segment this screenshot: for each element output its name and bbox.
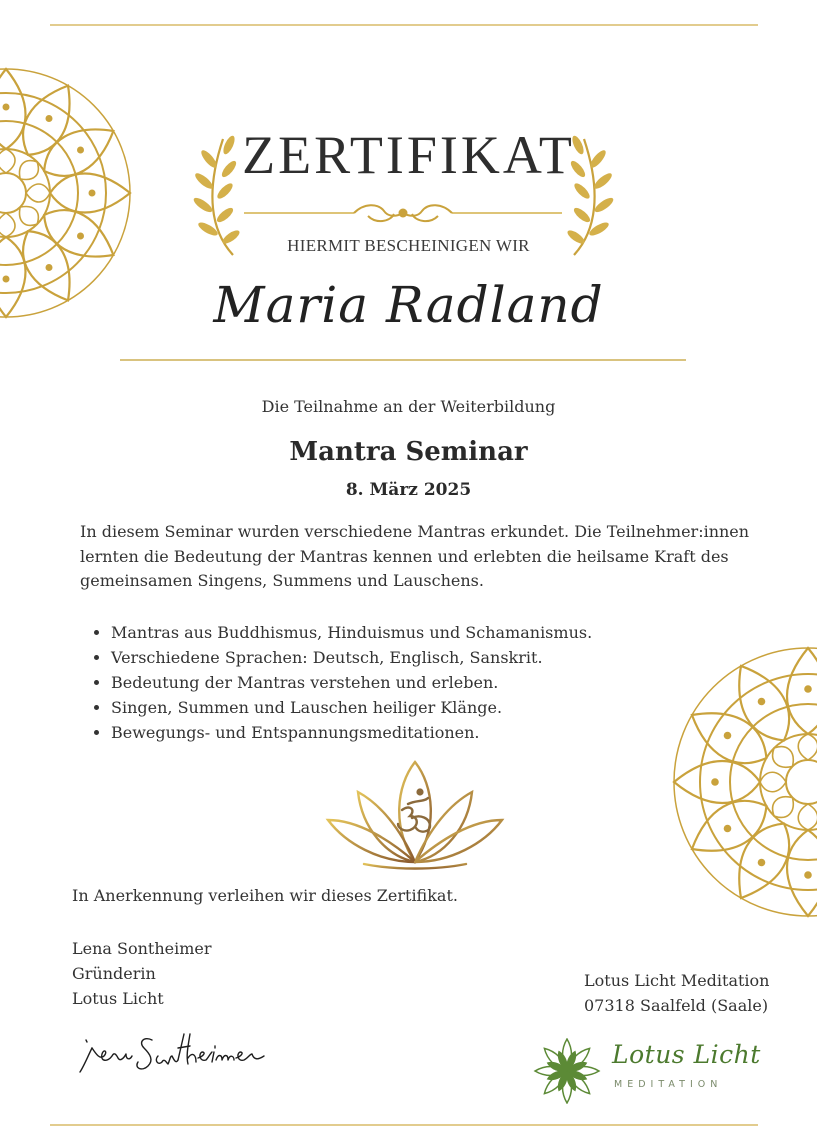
handwritten-signature bbox=[74, 1026, 280, 1082]
description-line: gemeinsamen Singens, Summens und Lauschens. bbox=[80, 571, 484, 590]
lotus-om-icon bbox=[324, 758, 506, 870]
list-item: • Bewegungs- und Entspannungsmeditationen. bbox=[111, 720, 751, 745]
name-underline bbox=[120, 359, 686, 361]
course-description bbox=[80, 520, 760, 594]
course-date: 8. März 2025 bbox=[345, 480, 472, 500]
recognition-text: In Anerkennung verleihen wir dieses Zertifikat. bbox=[72, 886, 458, 905]
bottom-border-line bbox=[50, 1124, 758, 1126]
certificate-title: ZERTIFIKAT bbox=[242, 125, 575, 185]
description-line: In diesem Seminar wurden verschiedene Mantras erkundet. Die Teilnehmer:innen bbox=[80, 522, 750, 541]
signer-role: Gründerin bbox=[72, 964, 156, 983]
participation-text: Die Teilnahme an der Weiterbildung bbox=[261, 397, 556, 416]
flourish-divider-icon bbox=[244, 200, 562, 226]
address-line: Lotus Licht Meditation bbox=[584, 971, 770, 990]
signer-block bbox=[72, 936, 212, 1011]
course-title: Mantra Seminar bbox=[289, 437, 528, 467]
topics-list bbox=[80, 620, 751, 745]
signer-name: Lena Sontheimer bbox=[72, 939, 212, 958]
brand-tagline: MEDITATION bbox=[614, 1079, 723, 1090]
top-border-line bbox=[50, 24, 758, 26]
signer-organization: Lotus Licht bbox=[72, 989, 164, 1008]
list-item: • Verschiedene Sprachen: Deutsch, Englisch, Sanskrit. bbox=[111, 645, 751, 670]
brand-name: Lotus Licht bbox=[612, 1040, 761, 1069]
list-item: • Bedeutung der Mantras verstehen und erleben. bbox=[111, 670, 751, 695]
address-line: 07318 Saalfeld (Saale) bbox=[584, 996, 769, 1015]
recipient-name: Maria Radland bbox=[213, 276, 604, 334]
lotus-flower-logo-icon bbox=[530, 1038, 604, 1104]
list-item: • Mantras aus Buddhismus, Hinduismus und Schamanismus. bbox=[111, 620, 751, 645]
address-block bbox=[584, 968, 769, 1018]
list-item: • Singen, Summen und Lauschen heiliger Klänge. bbox=[111, 695, 751, 720]
certificate-subtitle: HIERMIT BESCHEINIGEN WIR bbox=[287, 236, 530, 255]
description-line: lernten die Bedeutung der Mantras kennen und erlebten die heilsame Kraft des bbox=[80, 546, 729, 566]
